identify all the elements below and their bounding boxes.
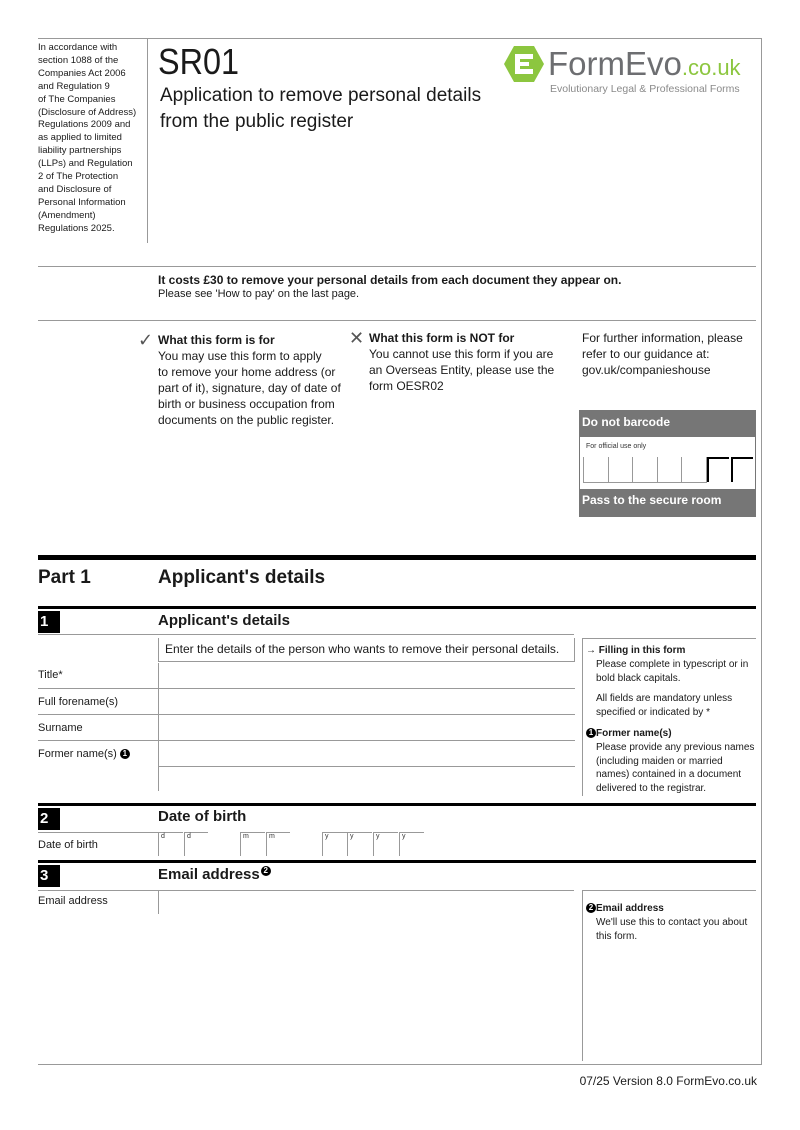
form-not-for: What this form is NOT for You cannot use this form if you are an Overseas Entity, please use the form OESR02 [369, 331, 555, 393]
title-input[interactable] [158, 663, 575, 689]
side-panel: → Filling in this form Please complete in typescript or in bold black capitals. All fields are mandatory unless specified or indicated by * 1 Former name(s) Please provide any previous names (including maiden or married names) contained in a document delivered to the registrar. [582, 638, 756, 796]
email-input[interactable] [158, 890, 575, 914]
barcode-cell [681, 457, 707, 483]
part-label: Part 1 [38, 567, 91, 588]
section-divider [38, 606, 756, 609]
header-divider [147, 38, 148, 243]
surname-label: Surname [38, 722, 83, 734]
part-divider [38, 555, 756, 560]
dob-month-box[interactable]: m [266, 832, 290, 856]
dob-month-box[interactable]: m [240, 832, 265, 856]
form-purpose: What this form is for You may use this form to apply to remove your home address (or part of it), signature, day of date of birth or business occupation from documents on the public register. [158, 333, 341, 427]
section-title: Applicant's details [158, 612, 290, 629]
former-name-label: Former name(s) 1 [38, 747, 130, 761]
cost-notice: It costs £30 to remove your personal details from each document they appear on. Please see 'How to pay' on the last page. [158, 273, 622, 300]
hexagon-logo-icon [504, 44, 544, 84]
former-name-input-1[interactable] [158, 741, 575, 767]
divider [38, 688, 158, 689]
legal-basis: In accordance with section 1088 of the Companies Act 2006 and Regulation 9 of The Companies (Disclosure of Address) Regulations 2009 and as applied to limited liability partnerships (LLPs) and Regulation 2 of The Protection and Disclosure of Personal Information (Amendment) Regulations 2025. [38, 42, 137, 234]
official-use-box [579, 437, 756, 489]
dob-day-box[interactable]: d [158, 832, 183, 856]
section-divider [38, 803, 756, 806]
barcode-cell [608, 457, 633, 483]
dob-year-box[interactable]: y [322, 832, 347, 856]
section-number: 3 [38, 865, 60, 887]
divider [38, 320, 756, 321]
section-number: 1 [38, 611, 60, 633]
title-label: Title* [38, 669, 63, 681]
footer-divider [38, 1064, 762, 1065]
logo-suffix: .co.uk [681, 55, 741, 80]
divider [38, 266, 756, 267]
email-side-panel: 2 Email address We'll use this to contact you about this form. [582, 890, 756, 1061]
instruction-box: Enter the details of the person who wants to remove their personal details. [158, 638, 575, 662]
right-border [761, 38, 762, 1065]
dob-year-box[interactable]: y [399, 832, 424, 856]
forename-input[interactable] [158, 689, 575, 715]
divider [38, 634, 574, 635]
note-marker-icon: 2 [586, 903, 596, 913]
section-title: Date of birth [158, 808, 247, 825]
official-use-label: For official use only [586, 443, 647, 450]
guidance-link[interactable]: gov.uk/companieshouse [582, 363, 711, 377]
email-label: Email address [38, 895, 108, 907]
dob-year-box[interactable]: y [373, 832, 398, 856]
barcode-cell [657, 457, 682, 483]
checkmark-icon: ✓ [138, 330, 154, 350]
logo-main: FormEvo [548, 45, 682, 82]
footer-version: 07/25 Version 8.0 FormEvo.co.uk [579, 1074, 757, 1088]
logo-tagline: Evolutionary Legal & Professional Forms [550, 83, 740, 95]
divider [38, 832, 158, 833]
note-marker-icon: 1 [586, 728, 596, 738]
barcode-cell [583, 457, 608, 483]
formevo-logo [504, 44, 756, 98]
dob-year-box[interactable]: y [347, 832, 372, 856]
do-not-barcode-label: Do not barcode [579, 410, 756, 437]
divider [38, 714, 158, 715]
form-code: SR01 [158, 41, 240, 82]
section-number: 2 [38, 808, 60, 830]
note-marker-icon: 1 [120, 749, 130, 759]
section-title: Email address 2 [158, 866, 271, 883]
cross-icon: ✕ [349, 328, 365, 348]
barcode-cell-dark [707, 457, 729, 482]
note-marker-icon: 2 [261, 866, 271, 876]
dob-label: Date of birth [38, 839, 98, 851]
form-title: Application to remove personal details from the public register [160, 85, 482, 132]
barcode-cell [632, 457, 657, 483]
former-name-input-2[interactable] [158, 767, 575, 791]
secure-room-label: Pass to the secure room [579, 489, 756, 517]
section-divider [38, 860, 756, 863]
surname-input[interactable] [158, 715, 575, 741]
part-title: Applicant's details [158, 567, 326, 588]
forename-label: Full forename(s) [38, 696, 119, 708]
barcode-cell-dark [731, 457, 753, 482]
further-info: For further information, please refer to our guidance at: gov.uk/companieshouse [582, 330, 762, 378]
divider [38, 740, 158, 741]
arrow-right-icon: → [586, 645, 596, 656]
dob-day-box[interactable]: d [184, 832, 208, 856]
